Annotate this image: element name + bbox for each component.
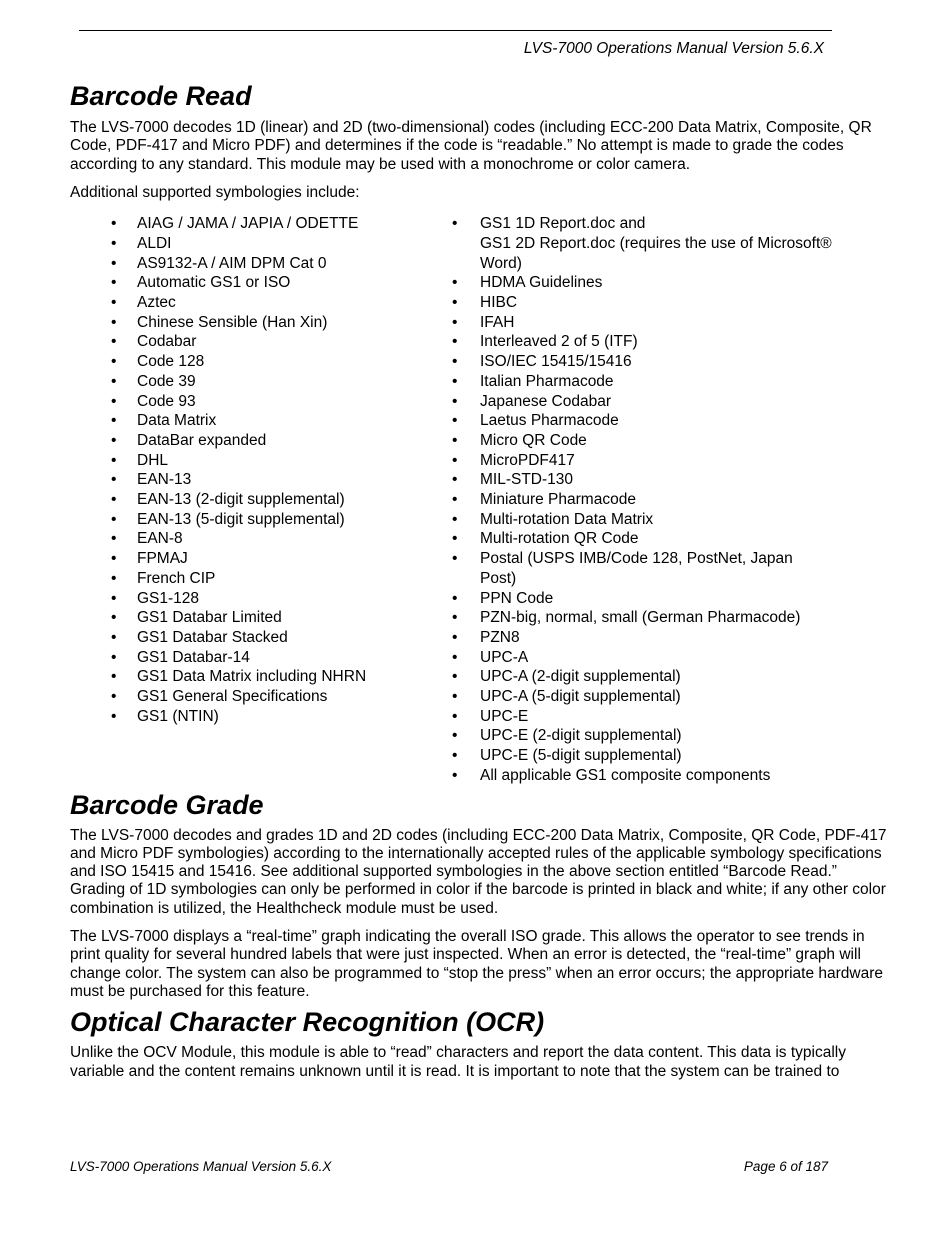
- section-heading-barcode-grade: Barcode Grade: [70, 789, 264, 820]
- report-doc-2d: GS1 2D Report.doc (requires the use of Microsoft® Word): [480, 234, 832, 272]
- list-item: [413, 214, 833, 273]
- list-item: • FPMAJ: [70, 549, 413, 569]
- symbology-columns: [70, 214, 890, 785]
- list-item: • EAN-13: [70, 470, 413, 490]
- list-item: • Code 128: [70, 352, 413, 372]
- list-item: • Postal (USPS IMB/Code 128, PostNet, Japan Post): [413, 549, 833, 588]
- barcode-grade-para-2: The LVS-7000 displays a “real-time” graph indicating the overall ISO grade. This allows the operator to see trends in print quality for several hundred labels that were just inspected. When an error is detected, the “real-time” graph will change color. The system can also be programmed to “stop the press” when an error occurs; the appropriate hardware must be purchased for this feature.: [70, 928, 884, 1000]
- list-item: • GS1 (NTIN): [70, 707, 413, 727]
- list-item: • DHL: [70, 451, 413, 471]
- list-item: • All applicable GS1 composite components: [413, 766, 833, 786]
- running-header: LVS-7000 Operations Manual Version 5.6.X: [523, 40, 824, 57]
- list-item: • Code 93: [70, 392, 413, 412]
- additional-symbologies-label: Additional supported symbologies include:: [70, 183, 360, 201]
- footer-page-number: Page 6 of 187: [743, 1159, 828, 1174]
- list-item: • UPC-A (2-digit supplemental): [413, 667, 833, 687]
- list-item: • Micro QR Code: [413, 431, 833, 451]
- list-item: • ALDI: [70, 234, 413, 254]
- list-item: • GS1 Databar-14: [70, 648, 413, 668]
- symbology-list-right: [413, 214, 833, 785]
- list-item: • GS1 Data Matrix including NHRN: [70, 667, 413, 687]
- ocr-para-1: Unlike the OCV Module, this module is able to “read” characters and report the data content. This data is typically variable and the content remains unknown until it is read. It is important to note that the system can be trained to: [70, 1044, 846, 1080]
- list-item: • MicroPDF417: [413, 451, 833, 471]
- list-item: • PZN8: [413, 628, 833, 648]
- report-doc-1d: • GS1 1D Report.doc and: [480, 215, 646, 233]
- list-item: • IFAH: [413, 313, 833, 333]
- list-item: • GS1 Databar Stacked: [70, 628, 413, 648]
- list-item: • HDMA Guidelines: [413, 273, 833, 293]
- section-heading-ocr: Optical Character Recognition (OCR): [70, 1007, 545, 1038]
- list-item: • Chinese Sensible (Han Xin): [70, 313, 413, 333]
- list-item: • UPC-E (5-digit supplemental): [413, 746, 833, 766]
- list-item: • GS1-128: [70, 589, 413, 609]
- page-content: [70, 80, 890, 1081]
- footer-manual-title: LVS-7000 Operations Manual Version 5.6.X: [70, 1159, 332, 1174]
- list-item: • HIBC: [413, 293, 833, 313]
- list-item: • UPC-E (2-digit supplemental): [413, 726, 833, 746]
- list-item: • Miniature Pharmacode: [413, 490, 833, 510]
- list-item: • Multi-rotation Data Matrix: [413, 510, 833, 530]
- list-item: • AS9132-A / AIM DPM Cat 0: [70, 254, 413, 274]
- list-item: • Japanese Codabar: [413, 392, 833, 412]
- barcode-grade-para-1: The LVS-7000 decodes and grades 1D and 2D codes (including ECC-200 Data Matrix, Composite, QR Code, PDF-417 and Micro PDF symbologies) according to the internationally accepted rules of the applicable symbology specifications and ISO 15415 and 15416. See additional supported symbologies in the above section entitled “Barcode Read.” Grading of 1D symbologies can only be performed in color if the barcode is printed in black and white; if any other color combination is utilized, the Healthcheck module must be used.: [70, 826, 887, 917]
- list-item: • Aztec: [70, 293, 413, 313]
- list-item: • French CIP: [70, 569, 413, 589]
- list-item: • AIAG / JAMA / JAPIA / ODETTE: [70, 214, 413, 234]
- list-item: • UPC-E: [413, 707, 833, 727]
- list-item: • Data Matrix: [70, 411, 413, 431]
- list-item: • MIL-STD-130: [413, 470, 833, 490]
- list-item: • PPN Code: [413, 589, 833, 609]
- list-item: • EAN-13 (2-digit supplemental): [70, 490, 413, 510]
- list-item: • Laetus Pharmacode: [413, 411, 833, 431]
- barcode-read-intro: The LVS-7000 decodes 1D (linear) and 2D (two-dimensional) codes (including ECC-200 Data Matrix, Composite, QR Code, PDF-417 and Micro PDF) and determines if the code is “readable.” No attempt is made to grade the codes according to any standard. This module may be used with a monochrome or color camera.: [70, 119, 872, 173]
- list-item: • UPC-A: [413, 648, 833, 668]
- symbology-list-left: [70, 214, 413, 785]
- list-item: • Interleaved 2 of 5 (ITF): [413, 332, 833, 352]
- header-rule: [79, 30, 832, 31]
- list-item: • UPC-A (5-digit supplemental): [413, 687, 833, 707]
- list-item: • EAN-8: [70, 529, 413, 549]
- list-item: • EAN-13 (5-digit supplemental): [70, 510, 413, 530]
- list-item: • GS1 General Specifications: [70, 687, 413, 707]
- list-item: • Multi-rotation QR Code: [413, 529, 833, 549]
- list-item: • DataBar expanded: [70, 431, 413, 451]
- list-item: • ISO/IEC 15415/15416: [413, 352, 833, 372]
- list-item: • GS1 Databar Limited: [70, 608, 413, 628]
- list-item: • Automatic GS1 or ISO: [70, 273, 413, 293]
- list-item: • Italian Pharmacode: [413, 372, 833, 392]
- list-item: • Codabar: [70, 332, 413, 352]
- list-item: • PZN-big, normal, small (German Pharmacode): [413, 608, 833, 628]
- list-item: • Code 39: [70, 372, 413, 392]
- section-heading-barcode-read: Barcode Read: [70, 81, 252, 111]
